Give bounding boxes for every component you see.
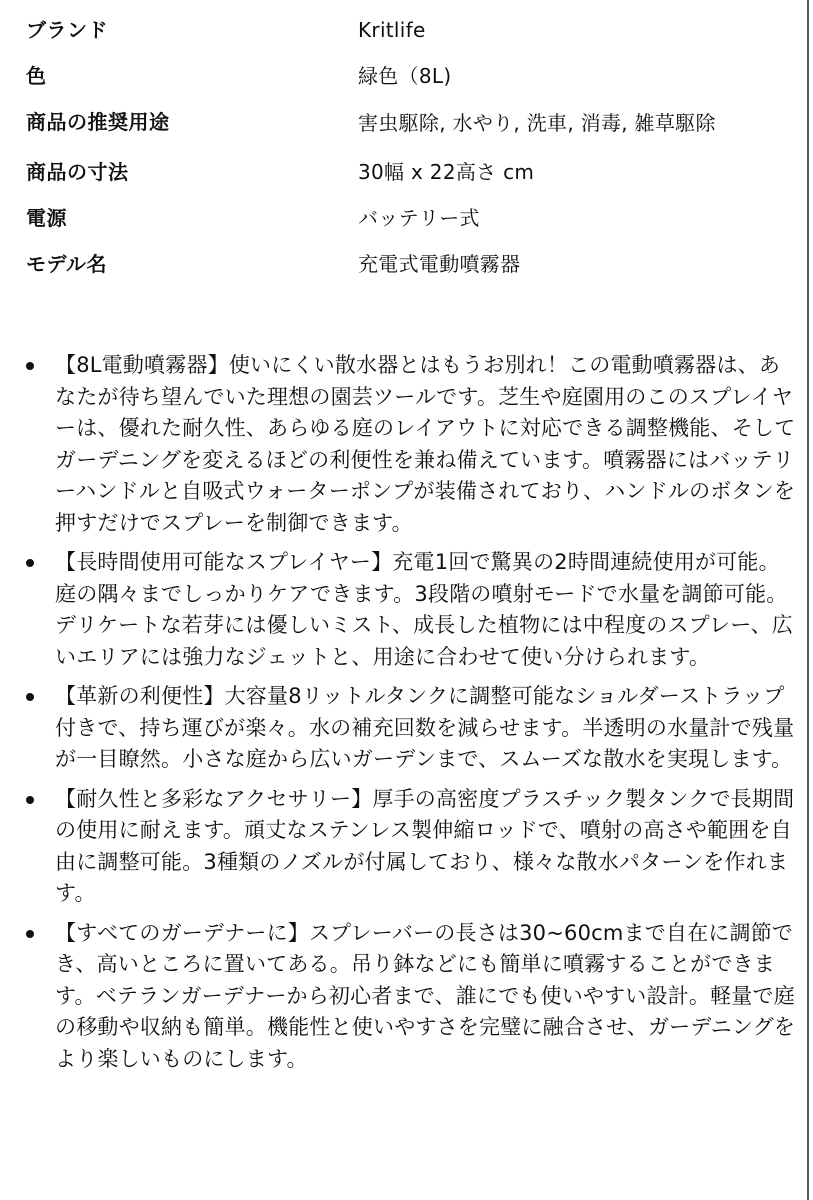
feature-bullet-list xyxy=(26,350,801,1083)
spec-label: 商品の寸法 xyxy=(26,160,129,184)
feature-bullet xyxy=(26,547,801,673)
feature-bullet-text: 【すべてのガーデナーに】スプレーバーの長さは30~60cmまで自在に調節でき、高いところに置いてある。吊り鉢などにも簡単に噴霧することができます。ベテランガーデナーから初心者まで、誰にでも使いやすい設計。軽量で庭の移動や収納も簡単。機能性と使いやすさを完璧に融合させ、ガーデニングをより楽しいものにします。 xyxy=(55,920,796,1071)
feature-bullet xyxy=(26,350,801,539)
spec-label: 商品の推奨用途 xyxy=(26,110,170,134)
spec-label: モデル名 xyxy=(26,252,107,276)
feature-bullet xyxy=(26,918,801,1076)
spec-row-dimensions xyxy=(26,156,786,188)
spec-row-brand xyxy=(26,14,786,46)
spec-value: 緑色（8L) xyxy=(358,64,452,88)
bullet-dot-icon xyxy=(26,930,34,938)
spec-label: ブランド xyxy=(26,18,108,42)
spec-value: Kritlife xyxy=(358,18,426,42)
bullet-dot-icon xyxy=(26,796,34,804)
feature-bullet-text: 【長時間使用可能なスプレイヤー】充電1回で驚異の2時間連続使用が可能。庭の隅々までしっかりケアできます。3段階の噴射モードで水量を調節可能。デリケートな若芽には優しいミスト、成長した植物には中程度のスプレー、広いエリアには強力なジェットと、用途に合わせて使い分けられます。 xyxy=(55,550,794,669)
bullet-dot-icon xyxy=(26,559,34,567)
spec-row-recommended-uses xyxy=(26,106,786,140)
spec-value: 30幅 x 22高さ cm xyxy=(358,160,535,184)
feature-bullet-text: 【8L電動噴霧器】使いにくい散水器とはもうお別れ！この電動噴霧器は、あなたが待ち望んでいた理想の園芸ツールです。芝生や庭園用のこのスプレイヤーは、優れた耐久性、あらゆる庭のレイアウトに対応できる調整機能、そしてガーデニングを変えるほどの利便性を兼ね備えています。噴霧器にはバッテリーハンドルと自吸式ウォーターポンプが装備されており、ハンドルのボタンを押すだけでスプレーを制御できます。 xyxy=(55,353,796,535)
product-spec-table xyxy=(26,14,786,294)
spec-row-power-source xyxy=(26,202,786,234)
bullet-dot-icon xyxy=(26,693,34,701)
page-right-border xyxy=(807,0,809,1200)
feature-bullet-text: 【革新の利便性】大容量8リットルタンクに調整可能なショルダーストラップ付きで、持ち運びが楽々。水の補充回数を減らせます。半透明の水量計で残量が一目瞭然。小さな庭から広いガーデンまで、スムーズな散水を実現します。 xyxy=(55,684,795,771)
spec-value: バッテリー式 xyxy=(358,206,480,230)
spec-row-model-name xyxy=(26,248,786,280)
feature-bullet-text: 【耐久性と多彩なアクセサリー】厚手の高密度プラスチック製タンクで長期間の使用に耐えます。頑丈なステンレス製伸縮ロッドで、噴射の高さや範囲を自由に調整可能。3種類のノズルが付属しており、様々な散水パターンを作れます。 xyxy=(55,786,795,905)
spec-value: 充電式電動噴霧器 xyxy=(358,252,521,276)
bullet-dot-icon xyxy=(26,362,34,370)
spec-label: 色 xyxy=(26,64,47,88)
spec-row-color xyxy=(26,60,786,92)
spec-label: 電源 xyxy=(26,206,67,230)
feature-bullet xyxy=(26,784,801,910)
feature-bullet xyxy=(26,681,801,776)
spec-value: 害虫駆除, 水やり, 洗車, 消毒, 雑草駆除 xyxy=(358,111,716,135)
